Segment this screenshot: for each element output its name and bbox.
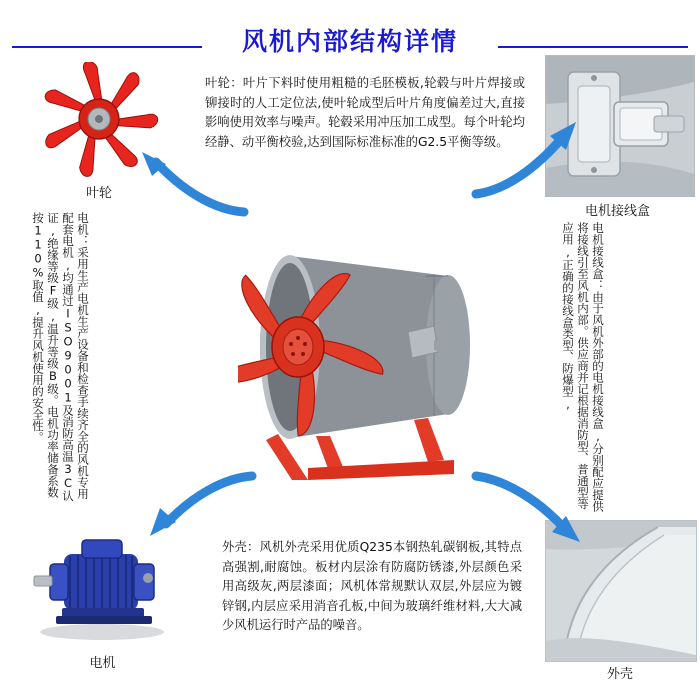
caption-impeller: 叶轮 bbox=[85, 186, 112, 201]
fan-assembly-image bbox=[238, 228, 498, 488]
caption-junction-box: 电机接线盒 bbox=[584, 204, 650, 219]
paragraph-shell: 外壳：风机外壳采用优质Q235本钢热轧碳钢板,其特点高强割,耐腐蚀。板材内层涂有防腐防锈漆,外层颜色采用高级灰,两层漆面；风机体常规默认双层,外层应为镀锌钢,内层应采用消音孔板,中间为玻璃纤维材料,大大减少风机运行时产品的噪音。 bbox=[222, 540, 522, 632]
caption-motor: 电机 bbox=[89, 656, 116, 671]
paragraph-junction-box-vertical: 电机接线盒：由于风机外部的电机接线盒,分别配应提供将接线引至风机内部。供应商并记根据消防型、普通型等应用,正确的接线盒类型、防爆型, bbox=[561, 222, 605, 512]
arrow-to-impeller bbox=[140, 150, 250, 220]
paragraph-motor-vertical: 电机：采用生产电机生产设备和检查手续齐全的风机专用配套电机,均通过ISO9001及消防高温3C认证,绝缘等级F级,温升等级B级。电机功率储备系数按110%取值,提升风机使用的安全性。 bbox=[31, 212, 90, 502]
paragraph-impeller: 叶轮：叶片下料时使用粗糙的毛胚模板,轮毂与叶片焊接或铆接时的人工定位法,使叶轮成型后叶片角度偏差过大,直接影响使用效率与噪声。轮毂采用冲压加工成型。每个叶轮均经静、动平衡校验,达到国际标准标准的G2.5平衡等级。 bbox=[205, 76, 525, 149]
arrow-to-motor bbox=[148, 470, 258, 540]
page-title: 风机内部结构详情 bbox=[241, 27, 458, 56]
caption-shell: 外壳 bbox=[606, 667, 633, 682]
